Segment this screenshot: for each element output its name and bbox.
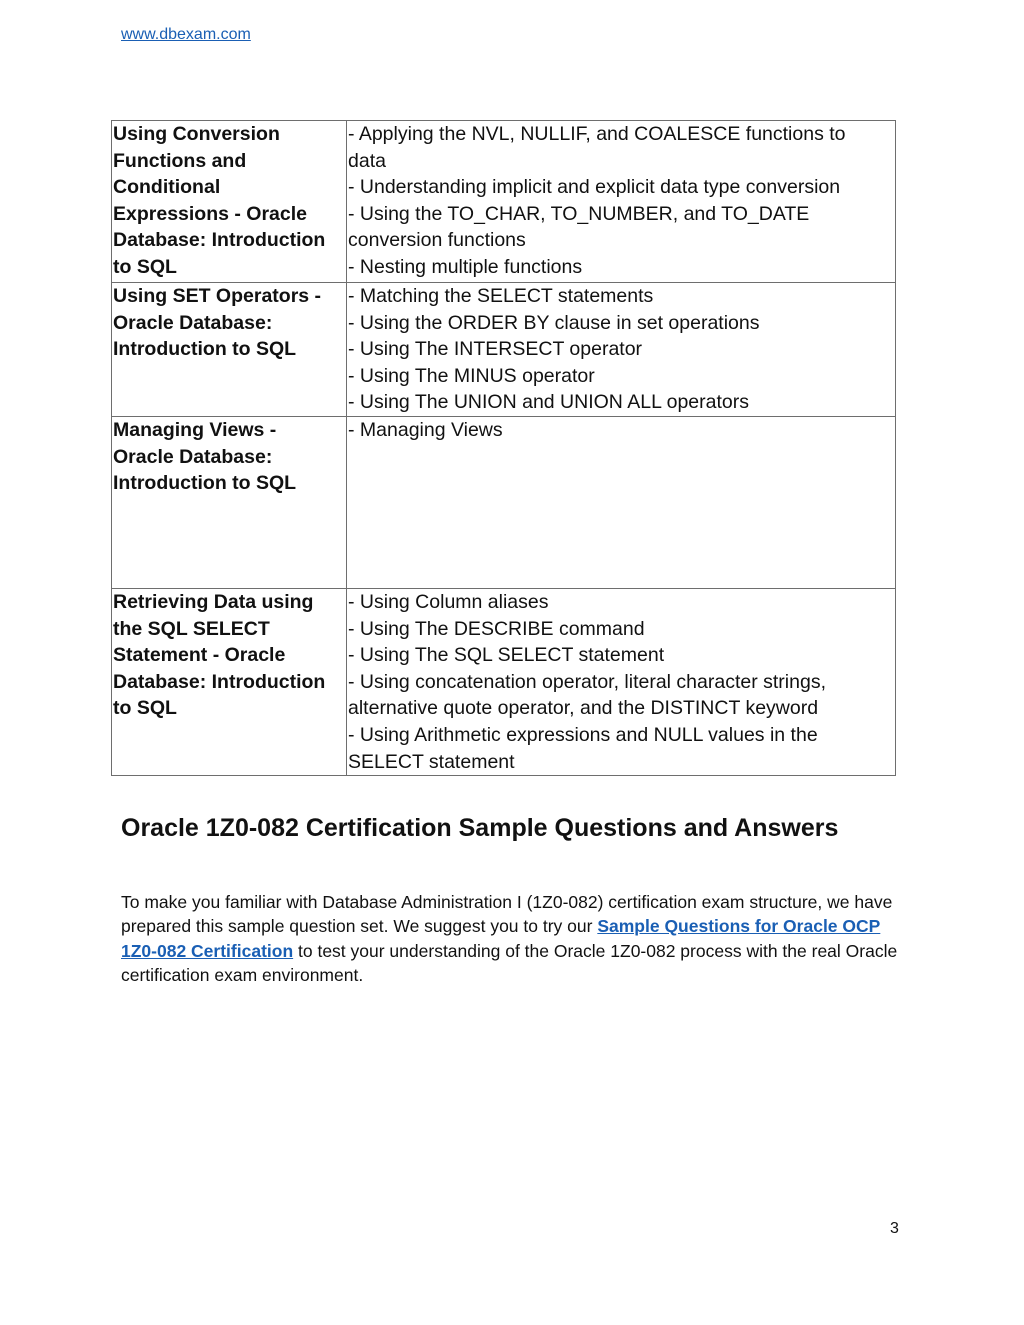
detail-line: - Matching the SELECT statements <box>348 285 654 307</box>
topic-line: Oracle Database: <box>113 311 273 334</box>
detail-line: - Using The MINUS operator <box>348 364 595 387</box>
topic-cell <box>112 417 347 589</box>
topic-line: Database: Introduction <box>113 229 326 252</box>
detail-line: - Understanding implicit and explicit data type conversion <box>348 176 841 199</box>
table-row <box>112 283 896 417</box>
topic-line: Introduction to SQL <box>113 472 297 495</box>
detail-line: data <box>348 149 386 172</box>
intro-text-after-link: to test your understanding of the Oracle 1Z0-082 process with the real Oracle certification exam environment. <box>121 940 898 985</box>
topic-line: to SQL <box>113 697 177 720</box>
topic-line: Statement - Oracle <box>113 644 286 667</box>
detail-line: SELECT statement <box>348 750 515 773</box>
topic-line: Using SET Operators - <box>113 285 322 307</box>
topic-cell <box>112 589 347 776</box>
detail-line: - Nesting multiple functions <box>348 255 583 278</box>
intro-text-before-link: To make you familiar with Database Administration I (1Z0-082) certification exam structure, we have prepared this sample question set. We suggest you to try our <box>121 892 893 937</box>
topic-line: to SQL <box>113 255 177 278</box>
page-number: 3 <box>890 1220 899 1237</box>
detail-line: - Using The UNION and UNION ALL operators <box>348 391 749 414</box>
detail-line: - Applying the NVL, NULLIF, and COALESCE functions to <box>348 123 846 145</box>
topic-line: Using Conversion <box>113 123 280 145</box>
topic-line: Expressions - Oracle <box>113 202 308 225</box>
table-row <box>112 121 896 283</box>
detail-line: - Using the ORDER BY clause in set operations <box>348 311 760 334</box>
topic-line: Functions and <box>113 149 247 172</box>
detail-line: - Using The INTERSECT operator <box>348 338 643 361</box>
topic-line: Oracle Database: <box>113 445 273 468</box>
detail-line: - Using the TO_CHAR, TO_NUMBER, and TO_DATE <box>348 202 810 225</box>
topic-line: Retrieving Data using <box>113 591 314 613</box>
topic-cell <box>112 121 347 283</box>
topics-table <box>111 120 896 776</box>
detail-cell <box>347 121 896 283</box>
detail-line: conversion functions <box>348 229 526 252</box>
section-heading: Oracle 1Z0-082 Certification Sample Questions and Answers <box>121 814 839 842</box>
detail-line: - Using The SQL SELECT statement <box>348 644 665 667</box>
detail-line: - Managing Views <box>348 419 503 441</box>
detail-line: alternative quote operator, and the DISTINCT keyword <box>348 697 819 720</box>
detail-cell <box>347 589 896 776</box>
detail-cell <box>347 283 896 417</box>
detail-line: - Using concatenation operator, literal character strings, <box>348 670 826 693</box>
topic-line: Database: Introduction <box>113 670 326 693</box>
topic-line: Introduction to SQL <box>113 338 297 361</box>
detail-line: - Using Arithmetic expressions and NULL values in the <box>348 723 818 746</box>
sample-questions-link[interactable]: Sample Questions for Oracle OCP 1Z0-082 Certification <box>121 916 881 961</box>
detail-line: - Using Column aliases <box>348 591 549 613</box>
topic-line: Managing Views - <box>113 419 277 441</box>
detail-cell <box>347 417 896 589</box>
detail-line: - Using The DESCRIBE command <box>348 617 645 640</box>
table-row <box>112 589 896 776</box>
intro-paragraph <box>121 890 901 987</box>
table-row <box>112 417 896 589</box>
topic-line: Conditional <box>113 176 221 199</box>
site-link[interactable]: www.dbexam.com <box>121 26 251 43</box>
topic-cell <box>112 283 347 417</box>
topic-line: the SQL SELECT <box>113 617 270 640</box>
